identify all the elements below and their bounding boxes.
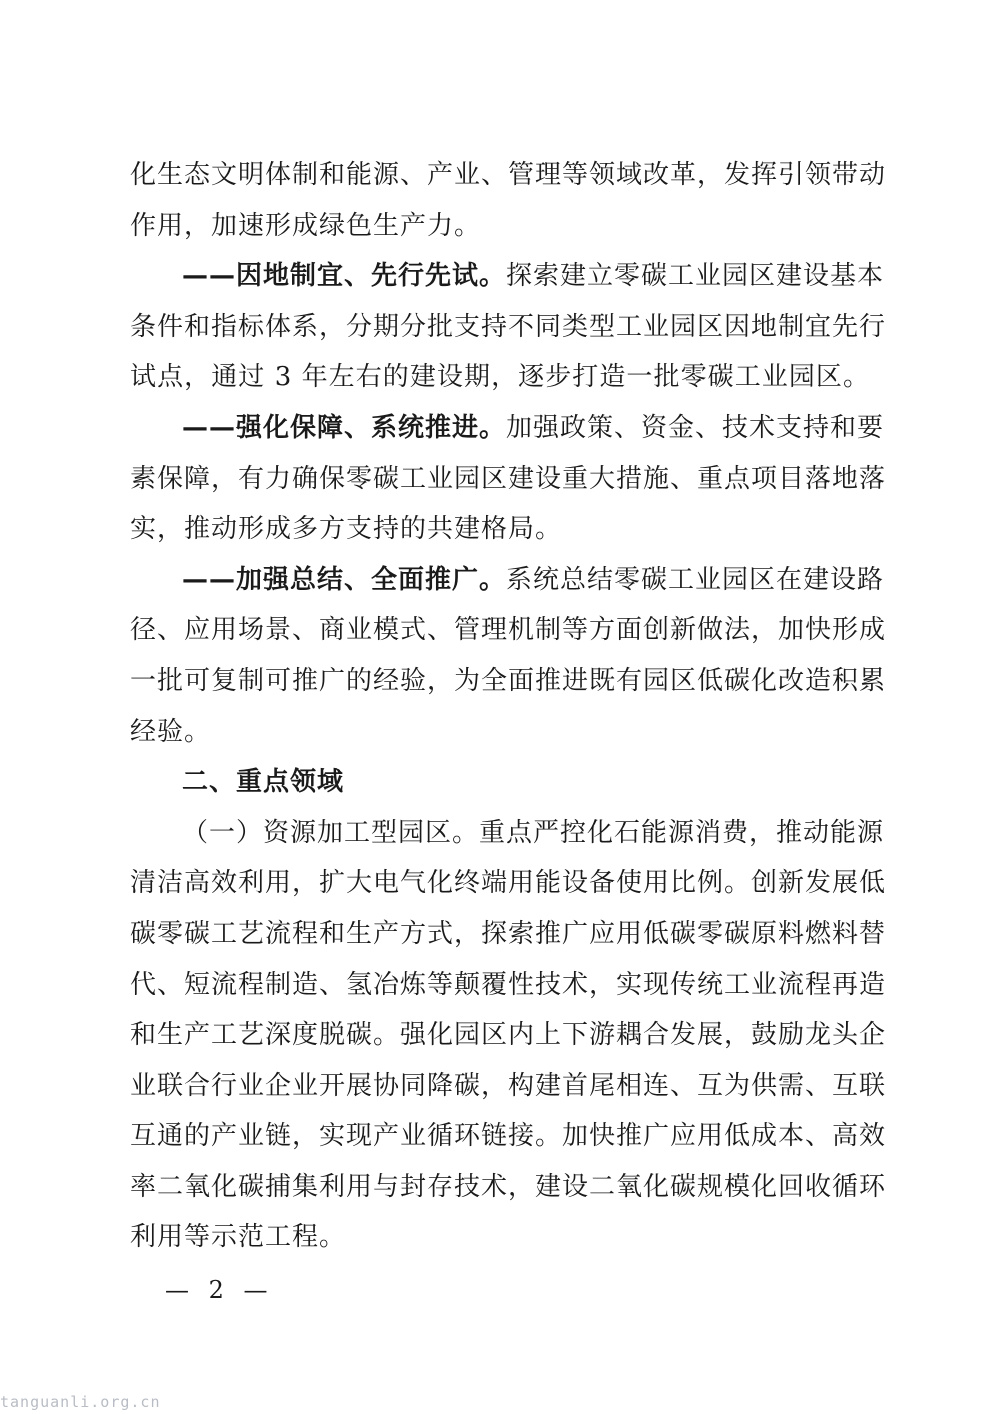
principle-heading: ——强化保障、系统推进。 xyxy=(182,412,507,443)
text-line: 和生产工艺深度脱碳。强化园区内上下游耦合发展，鼓励龙头企 xyxy=(130,1020,887,1051)
watermark-text: tanguanli.org.cn xyxy=(0,1393,161,1411)
principle-heading: ——因地制宜、先行先试。 xyxy=(182,261,507,292)
text-line: 作用，加速形成绿色生产力。 xyxy=(130,210,482,241)
document-body xyxy=(130,150,887,1263)
text-line: 一批可复制可推广的经验，为全面推进既有园区低碳化改造积累 xyxy=(130,665,887,696)
principle-heading: ——加强总结、全面推广。 xyxy=(182,564,507,595)
text-line: 率二氧化碳捕集利用与封存技术，建设二氧化碳规模化回收循环 xyxy=(130,1171,887,1202)
text-line: （一）资源加工型园区。重点严控化石能源消费，推动能源 xyxy=(182,817,885,848)
text-line: 经验。 xyxy=(130,716,212,747)
text-line: 化生态文明体制和能源、产业、管理等领域改革，发挥引领带动 xyxy=(130,160,887,190)
text-line: 碳零碳工艺流程和生产方式，探索推广应用低碳零碳原料燃料替 xyxy=(130,918,887,949)
text-line: 试点，通过 3 年左右的建设期，逐步打造一批零碳工业园区。 xyxy=(130,362,870,393)
text-line: 互通的产业链，实现产业循环链接。加快推广应用低成本、高效 xyxy=(130,1121,887,1152)
text-line: 代、短流程制造、氢冶炼等颠覆性技术，实现传统工业流程再造 xyxy=(130,969,887,1000)
principle-line xyxy=(130,403,885,454)
text-line: 径、应用场景、商业模式、管理机制等方面创新做法，加快形成 xyxy=(130,615,887,646)
text-line: 素保障，有力确保零碳工业园区建设重大措施、重点项目落地落 xyxy=(130,463,887,494)
section-heading: 二、重点领域 xyxy=(182,767,345,798)
text-line: 业联合行业企业开展协同降碳，构建首尾相连、互为供需、互联 xyxy=(130,1070,887,1101)
principle-text: 探索建立零碳工业园区建设基本 xyxy=(506,261,885,292)
text-line: 条件和指标体系，分期分批支持不同类型工业园区因地制宜先行 xyxy=(130,311,887,342)
page-number: — 2 — xyxy=(165,1276,274,1304)
principle-line xyxy=(130,251,885,302)
principle-line xyxy=(130,555,885,606)
text-line: 清洁高效利用，扩大电气化终端用能设备使用比例。创新发展低 xyxy=(130,868,887,899)
principle-text: 系统总结零碳工业园区在建设路 xyxy=(506,564,885,595)
principle-text: 加强政策、资金、技术支持和要 xyxy=(506,412,885,443)
text-line: 实，推动形成多方支持的共建格局。 xyxy=(130,514,563,545)
text-line: 利用等示范工程。 xyxy=(130,1222,347,1253)
